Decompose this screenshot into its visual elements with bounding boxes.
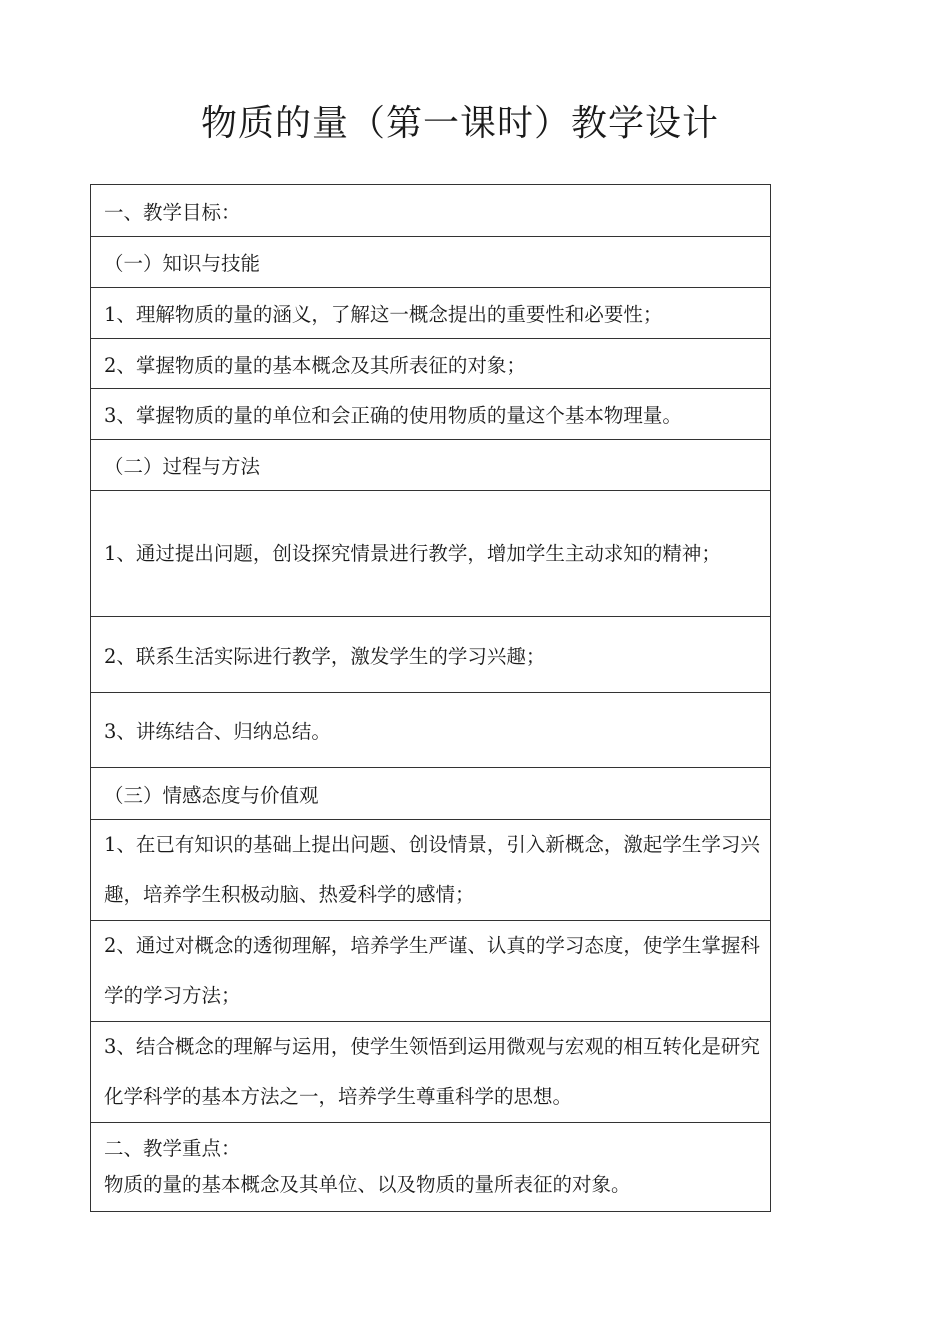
table-row [91,921,771,1022]
table-row [91,1022,771,1123]
attitude-item-3: 3、结合概念的理解与运用，使学生领悟到运用微观与宏观的相互转化是研究化学科学的基本方法之一，培养学生尊重科学的思想。 [91,1022,771,1123]
process-item-3: 3、讲练结合、归纳总结。 [91,693,771,768]
table-row [91,185,771,237]
section-heading-key-points: 二、教学重点： [104,1137,241,1160]
lesson-plan-table [90,184,771,1212]
table-row [91,768,771,820]
attitude-item-1: 1、在已有知识的基础上提出问题、创设情景，引入新概念，激起学生学习兴趣，培养学生积极动脑、热爱科学的感情； [91,820,771,921]
attitude-item-2: 2、通过对概念的透彻理解，培养学生严谨、认真的学习态度，使学生掌握科学的学习方法； [91,921,771,1022]
table-row [91,389,771,440]
process-item-2: 2、联系生活实际进行教学，激发学生的学习兴趣； [91,617,771,693]
subsection-heading-attitude: （三）情感态度与价值观 [91,768,771,820]
table-row [91,339,771,389]
key-points-cell [91,1123,771,1212]
table-row [91,237,771,288]
table-row [91,693,771,768]
section-heading-goals: 一、教学目标： [91,185,771,237]
knowledge-item-1: 1、理解物质的量的涵义，了解这一概念提出的重要性和必要性； [91,288,771,339]
table-row [91,1123,771,1212]
table-row [91,617,771,693]
table-row [91,820,771,921]
document-title: 物质的量（第一课时）教学设计 [200,103,719,144]
table-row [91,288,771,339]
subsection-heading-knowledge: （一）知识与技能 [91,237,771,288]
table-row [91,440,771,491]
knowledge-item-3: 3、掌握物质的量的单位和会正确的使用物质的量这个基本物理量。 [91,389,771,440]
knowledge-item-2: 2、掌握物质的量的基本概念及其所表征的对象； [91,339,771,389]
subsection-heading-process: （二）过程与方法 [91,440,771,491]
process-item-1: 1、通过提出问题，创设探究情景进行教学，增加学生主动求知的精神； [91,491,771,617]
key-points-text: 物质的量的基本概念及其单位、以及物质的量所表征的对象。 [104,1173,631,1196]
table-row [91,491,771,617]
